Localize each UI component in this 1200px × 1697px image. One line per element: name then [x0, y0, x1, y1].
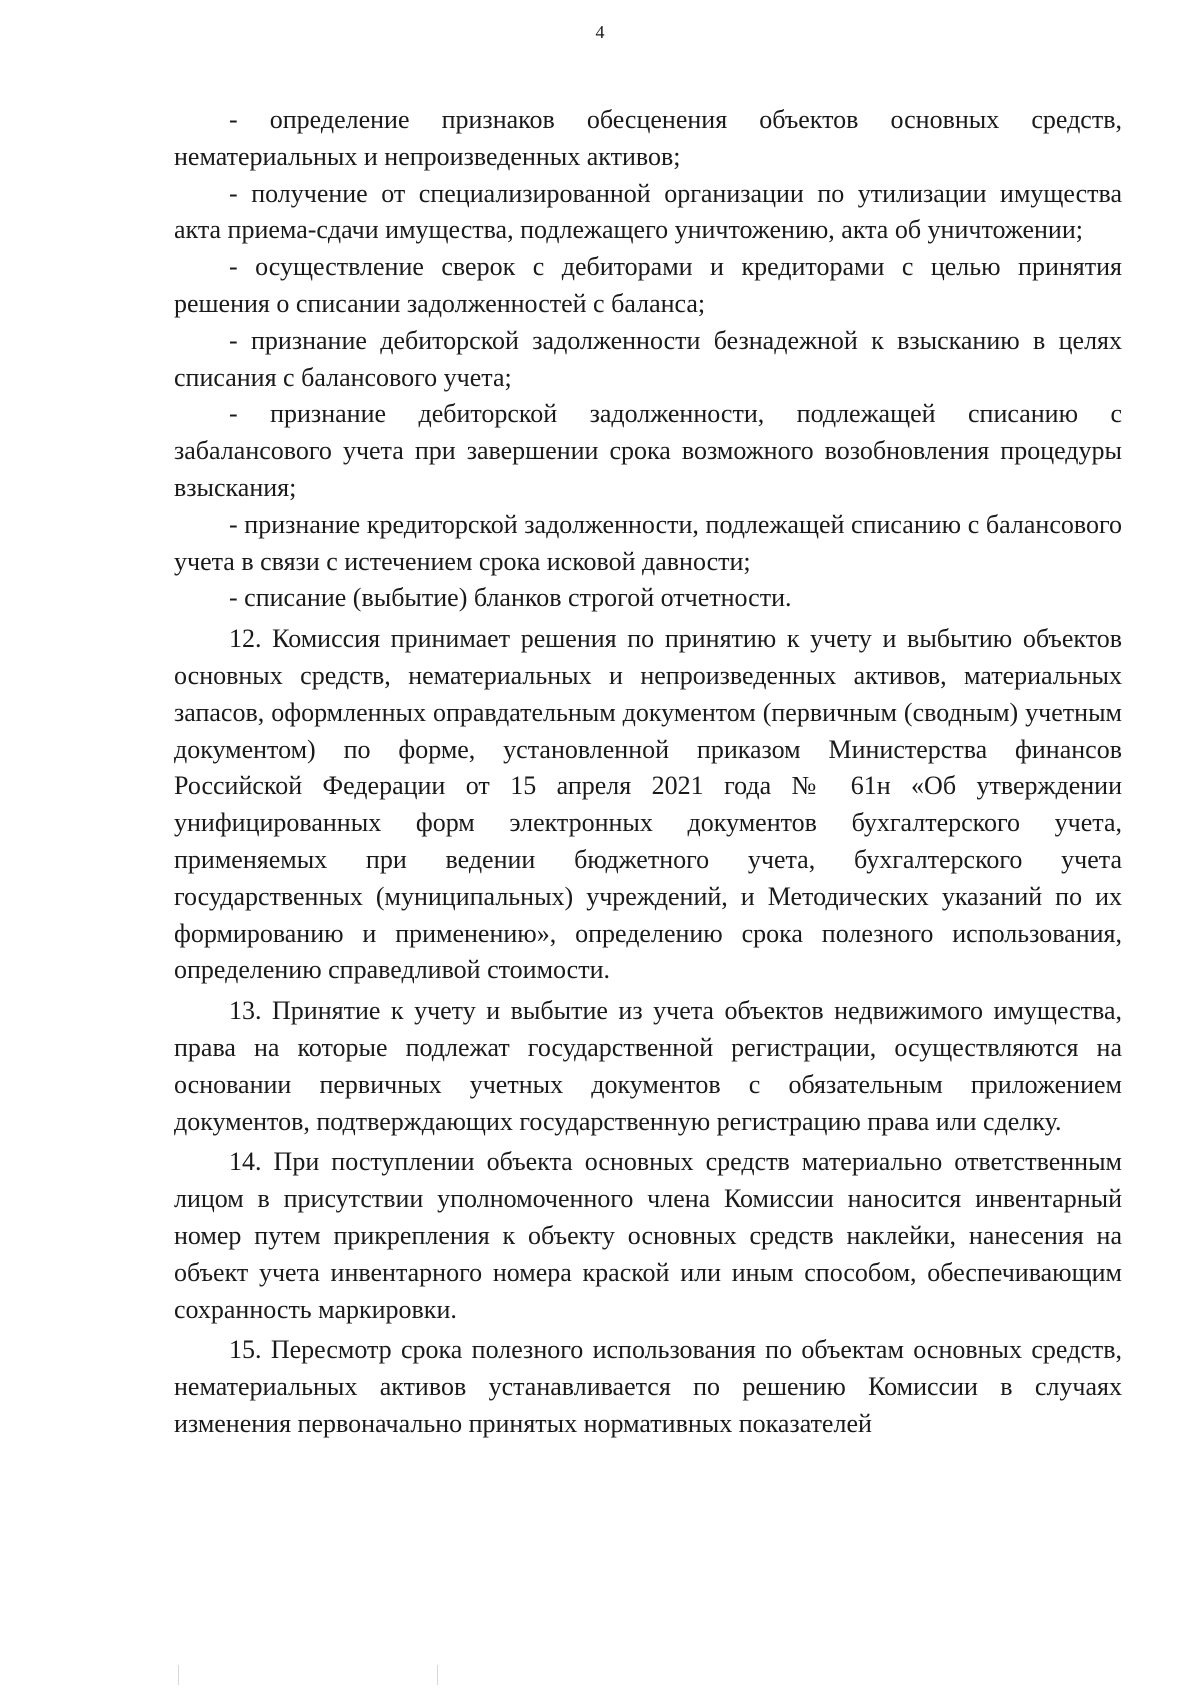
- clause-12: 12. Комиссия принимает решения по принятию к учету и выбытию объектов основных средств, нематериальных и непроизведенных активов, материальных запасов, оформленных оправдательным документом (первичным (сводным) учетным документом) по форме, установленной приказом Министерства финансов Российской Федерации от 15 апреля 2021 года № 61н «Об утверждении унифицированных форм электронных документов бухгалтерского учета, применяемых при ведении бюджетного учета, бухгалтерского учета государственных (муниципальных) учреждений, и Методических указаний по их формированию и применению», определению срока полезного использования, определению справедливой стоимости.: [174, 624, 1122, 985]
- list-item-off-balance-debt: - признание дебиторской задолженности, подлежащей списанию с забалансового учета при завершении срока возможного возобновления процедуры взыскания;: [174, 399, 1122, 502]
- page-number: 4: [595, 22, 605, 42]
- clause-13: 13. Принятие к учету и выбытие из учета объектов недвижимого имущества, права на которые подлежат государственной регистрации, осуществляются на основании первичных учетных документов с обязательным приложением документов, подтверждающих государственную регистрацию права или сделку.: [174, 996, 1122, 1136]
- list-item-disposal-act: - получение от специализированной организации по утилизации имущества акта приема-сдачи имущества, подлежащего уничтожению, акта об уничтожении;: [174, 178, 1122, 245]
- scan-mark-center: [437, 1665, 438, 1685]
- list-item-impairment: - определение признаков обесценения объектов основных средств, нематериальных и непроизведенных активов;: [174, 105, 1122, 171]
- list-item-forms-writeoff: - списание (выбытие) бланков строгой отчетности.: [229, 583, 792, 613]
- clause-14: 14. При поступлении объекта основных средств материально ответственным лицом в присутствии уполномоченного члена Комиссии наносится инвентарный номер путем прикрепления к объекту основных средств наклейки, нанесения на объект учета инвентарного номера краской или иным способом, обеспечивающим сохранность маркировки.: [174, 1147, 1122, 1324]
- clause-15: 15. Пересмотр срока полезного использования по объектам основных средств, нематериальных активов устанавливается по решению Комиссии в случаях изменения первоначально принятых нормативных показателей: [174, 1335, 1122, 1438]
- list-item-creditor-debt: - признание кредиторской задолженности, подлежащей списанию с балансового учета в связи с истечением срока исковой давности;: [174, 509, 1122, 576]
- list-item-bad-debt: - признание дебиторской задолженности безнадежной к взысканию в целях списания с балансового учета;: [174, 325, 1122, 392]
- document-body: [174, 102, 1122, 1443]
- list-item-reconciliation: - осуществление сверок с дебиторами и кредиторами с целью принятия решения о списании задолженностей с баланса;: [174, 252, 1122, 318]
- scan-mark-left: [178, 1665, 179, 1685]
